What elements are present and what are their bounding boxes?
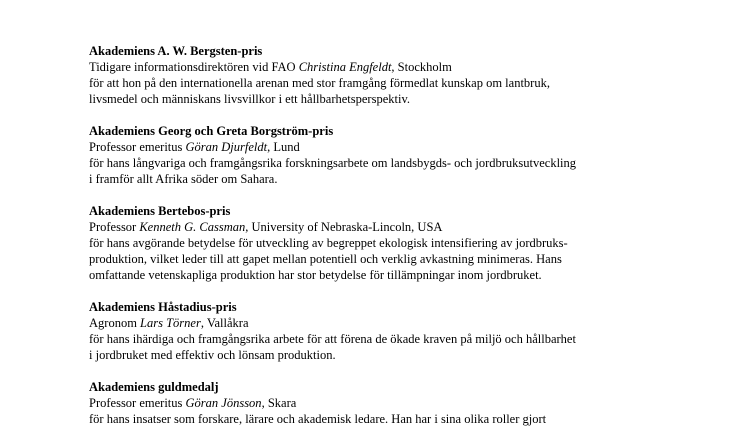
award-title: Akademiens A. W. Bergsten-pris — [89, 44, 263, 58]
document-page — [89, 43, 729, 443]
recipient-prefix: Professor emeritus — [89, 140, 186, 154]
award-motivation-line: för hans långvariga och framgångsrika forskningsarbete om landsbygds- och jordbruksutveckling — [89, 156, 577, 170]
recipient-name: Kenneth G. Cassman — [139, 220, 246, 234]
recipient-suffix: , Skara — [261, 396, 297, 410]
award-recipient — [89, 219, 729, 235]
award-bergsten — [89, 43, 729, 107]
recipient-prefix: Professor emeritus — [89, 396, 186, 410]
award-guldmedalj — [89, 379, 729, 427]
award-title: Akademiens Håstadius-pris — [89, 300, 237, 314]
recipient-prefix: Tidigare informationsdirektören vid FAO — [89, 60, 299, 74]
recipient-suffix: , Stockholm — [391, 60, 452, 74]
award-motivation-line: i framför allt Afrika söder om Sahara. — [89, 172, 278, 186]
award-recipient — [89, 315, 729, 331]
recipient-prefix: Professor — [89, 220, 140, 234]
award-recipient — [89, 139, 729, 155]
award-title: Akademiens Georg och Greta Borgström-pris — [89, 124, 334, 138]
award-borgstrom — [89, 123, 729, 187]
award-motivation-line: omfattande vetenskapliga produktion har stor betydelse för tillämpningar inom jordbruket. — [89, 268, 542, 282]
award-title: Akademiens guldmedalj — [89, 380, 219, 394]
recipient-suffix: , Vallåkra — [200, 316, 249, 330]
award-motivation-line: produktion, vilket leder till att gapet mellan potentiell och verklig avkastning minimeras. Hans — [89, 252, 562, 266]
award-title: Akademiens Bertebos-pris — [89, 204, 231, 218]
recipient-suffix: , Lund — [267, 140, 300, 154]
award-motivation-line: för hans avgörande betydelse för utveckling av begreppet ekologisk intensifiering av jordbruks- — [89, 236, 568, 250]
award-motivation-line: för att hon på den internationella arenan med stor framgång förmedlat kunskap om lantbruk, — [89, 76, 550, 90]
recipient-name: Lars Törner — [140, 316, 201, 330]
recipient-prefix: Agronom — [89, 316, 141, 330]
recipient-name: Christina Engfeldt — [298, 60, 392, 74]
award-recipient — [89, 395, 729, 411]
award-motivation-line: för hans ihärdiga och framgångsrika arbete för att förena de ökade kraven på miljö och hållbarhet — [89, 332, 576, 346]
recipient-suffix: , University of Nebraska-Lincoln, USA — [245, 220, 443, 234]
recipient-name: Göran Djurfeldt — [185, 140, 268, 154]
recipient-name: Göran Jönsson — [185, 396, 262, 410]
award-hastadius — [89, 299, 729, 363]
award-motivation-line: livsmedel och människans livsvillkor i ett hållbarhetsperspektiv. — [89, 92, 411, 106]
award-motivation-line: i jordbruket med effektiv och lönsam produktion. — [89, 348, 336, 362]
award-bertebos — [89, 203, 729, 283]
award-recipient — [89, 59, 729, 75]
award-motivation-line: för hans insatser som forskare, lärare och akademisk ledare. Han har i sina olika roller gjort — [89, 412, 547, 426]
